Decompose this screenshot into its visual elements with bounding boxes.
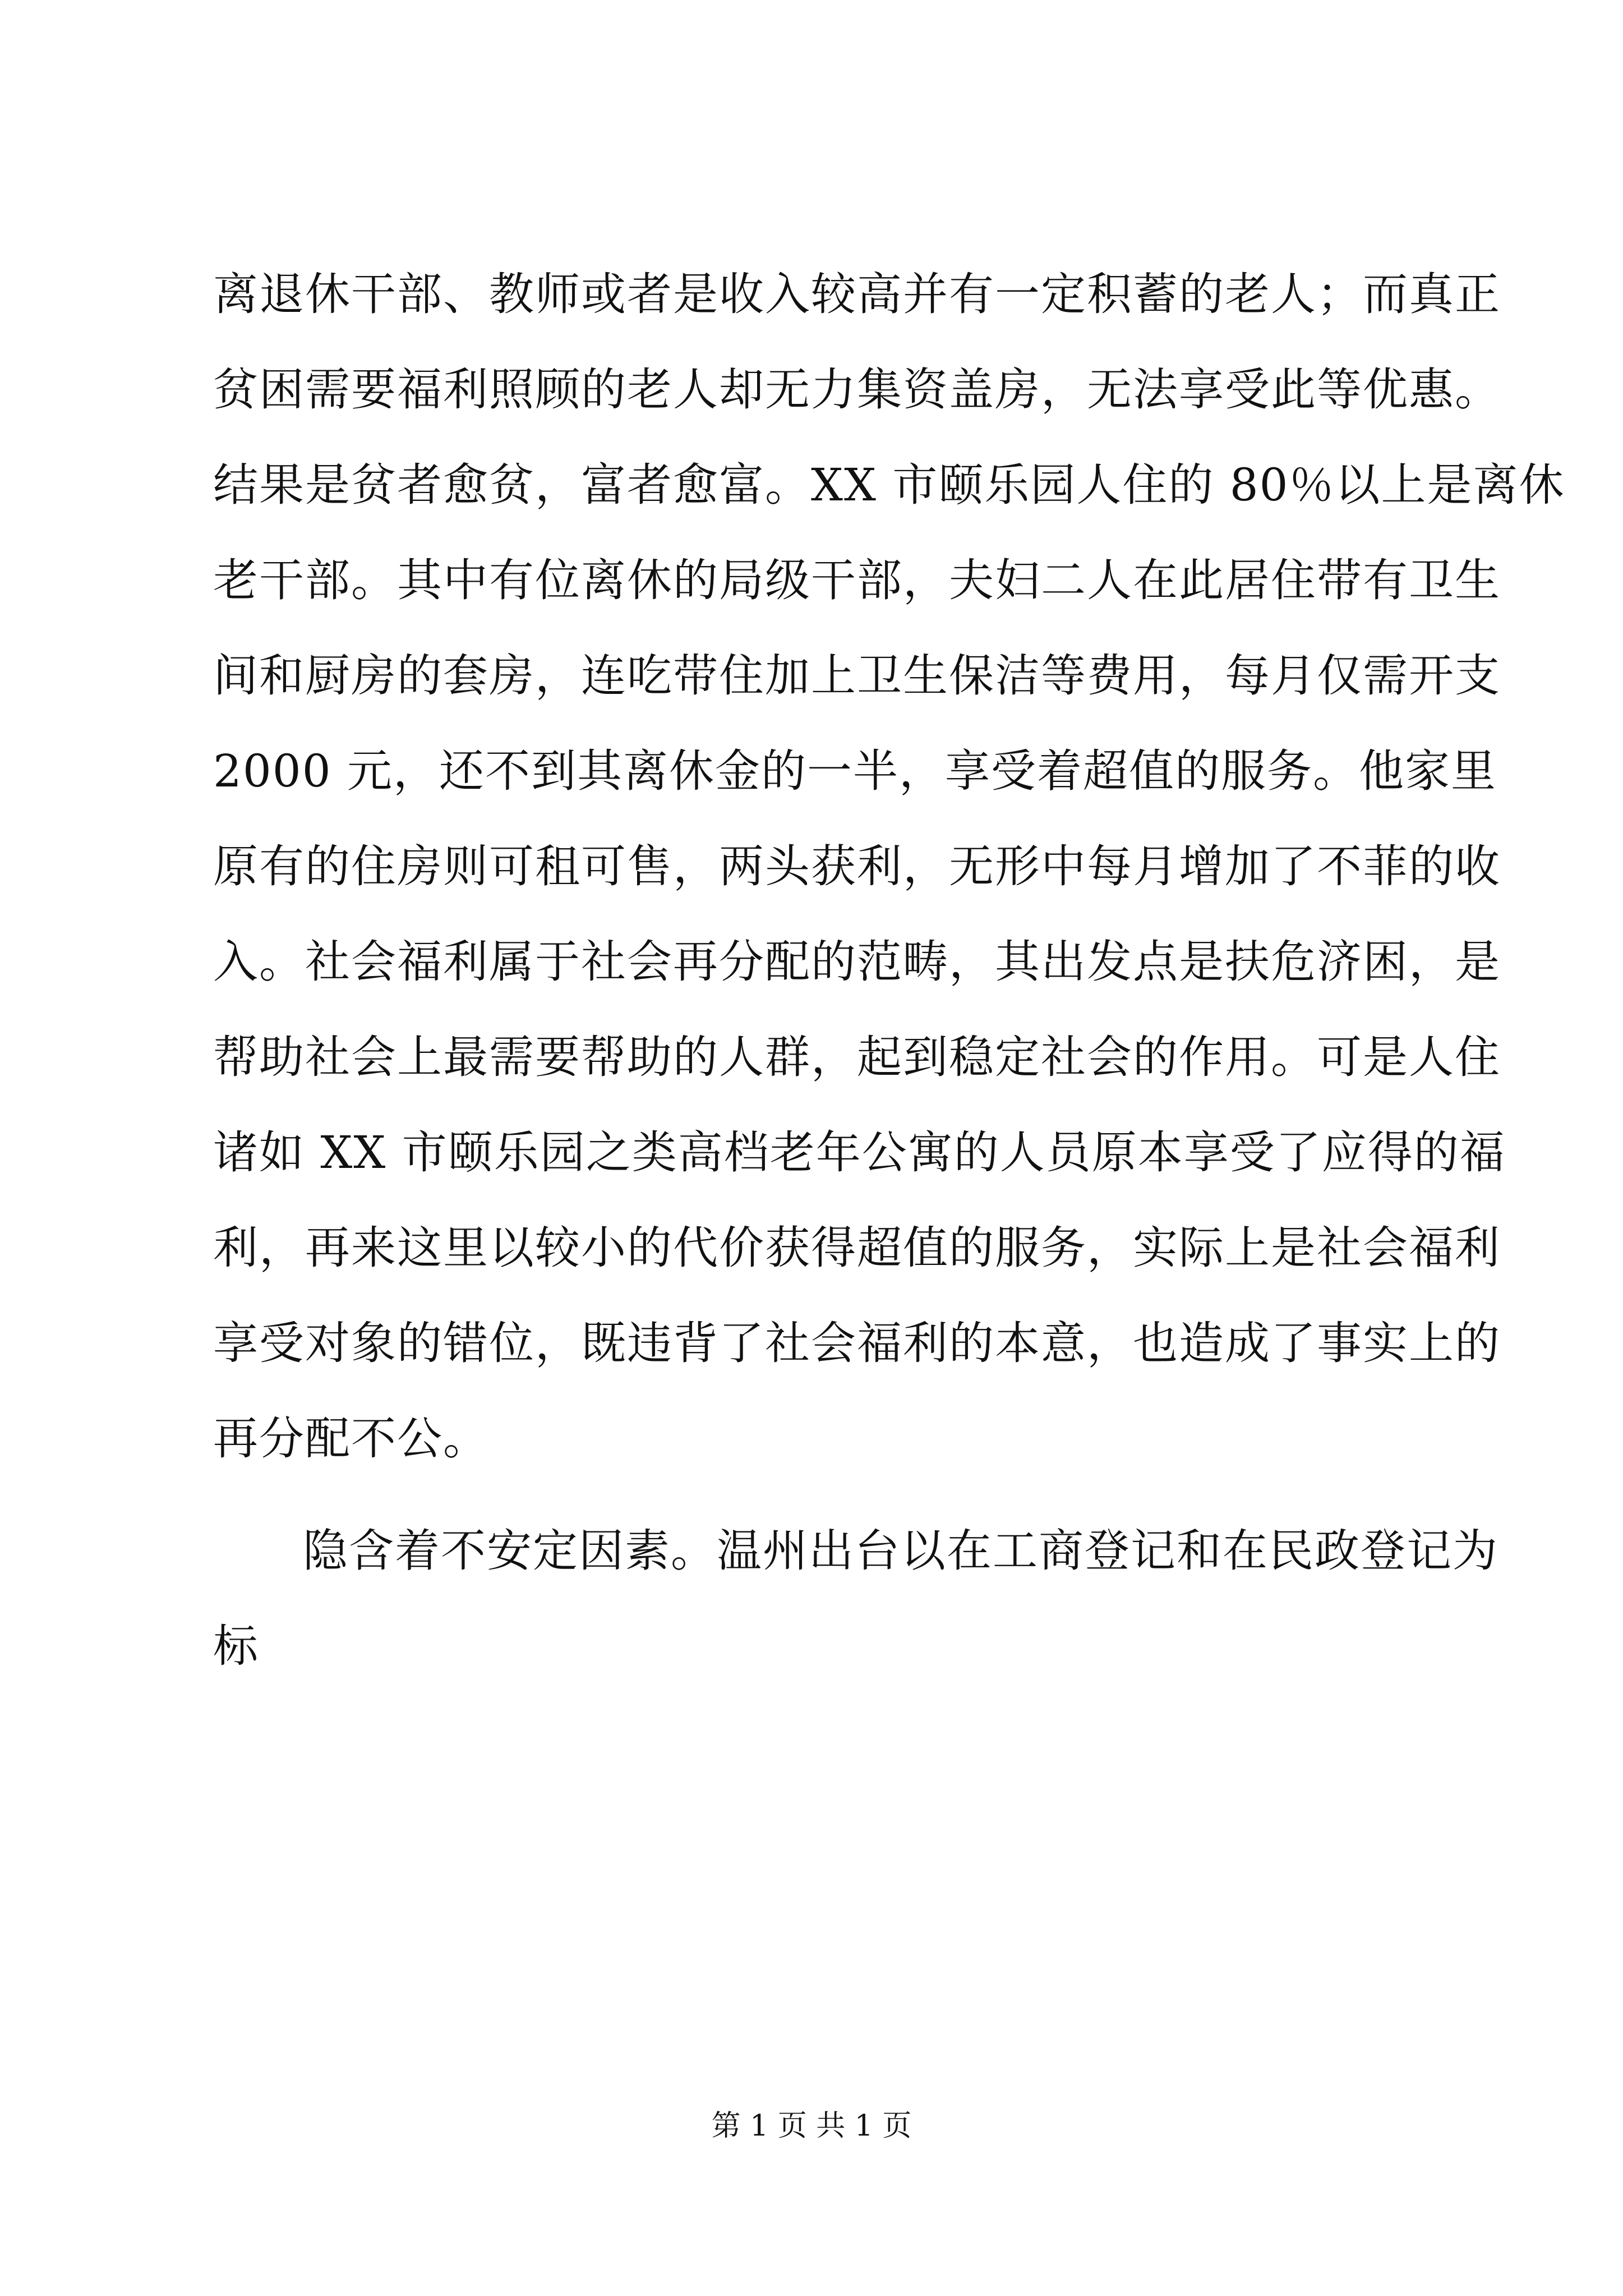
text-line: 享受对象的错位，既违背了社会福利的本意，也造成了事实上的 [213,1317,1501,1369]
page-number-indicator: 第 1 页 共 1 页 [711,2109,912,2143]
page-footer [0,2106,1623,2146]
text-line: 原有的住房则可租可售，两头获利，无形中每月增加了不菲的收 [213,840,1501,892]
paragraph-1 [213,247,1565,1487]
text-line: 贫困需要福利照顾的老人却无力集资盖房，无法享受此等优惠。 [213,364,1501,416]
paragraph-gap [213,1487,1419,1503]
text-line: 隐含着不安定因素。温州出台以在工商登记和在民政登记为 [303,1525,1498,1577]
paragraph-2 [213,1503,1498,1694]
text-line: 标 [213,1620,259,1672]
text-line: 老干部。其中有位离休的局级干部，夫妇二人在此居住带有卫生 [213,554,1501,606]
text-line: 诸如 XX 市颐乐园之类高档老年公寓的人员原本享受了应得的福 [213,1126,1506,1179]
text-line: 2000 元，还不到其离休金的一半，享受着超值的服务。他家里 [213,745,1497,797]
text-line: 结果是贫者愈贫，富者愈富。XX 市颐乐园人住的 80％以上是离休 [213,459,1565,511]
text-line: 间和厨房的套房，连吃带住加上卫生保洁等费用，每月仅需开支 [213,650,1501,702]
text-line: 入。社会福利属于社会再分配的范畴，其出发点是扶危济困，是 [213,936,1501,988]
text-line: 离退休干部、教师或者是收入较高并有一定积蓄的老人；而真正 [213,268,1501,320]
text-line: 利，再来这里以较小的代价获得超值的服务，实际上是社会福利 [213,1222,1501,1274]
text-line: 再分配不公。 [213,1412,489,1465]
text-line: 帮助社会上最需要帮助的人群，起到稳定社会的作用。可是人住 [213,1031,1501,1083]
document-body [213,247,1565,1694]
